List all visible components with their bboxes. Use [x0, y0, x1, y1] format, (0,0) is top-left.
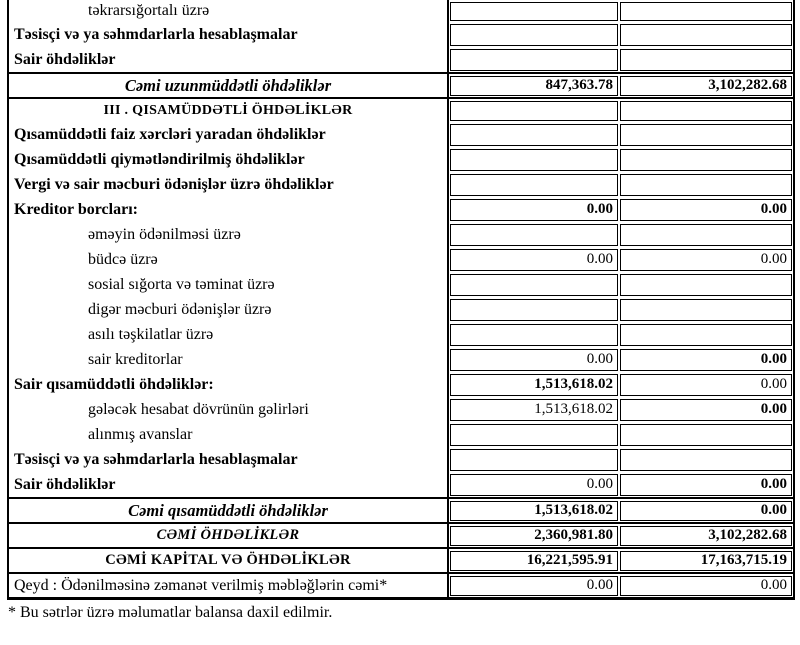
- row-label: alınmış avanslar: [9, 422, 449, 447]
- amount-cell-col1: 1,513,618.02: [450, 501, 618, 521]
- table-row: [9, 497, 793, 522]
- amount-cell-col1: 0.00: [450, 199, 618, 221]
- amount-cell-col2: 3,102,282.68: [620, 526, 792, 546]
- amount-cell-col2: [620, 24, 792, 46]
- amount-cell-col1: 16,221,595.91: [450, 551, 618, 571]
- row-label: Cəmi uzunmüddətli öhdəliklər: [9, 74, 449, 97]
- table-row: [9, 572, 793, 597]
- amount-cell-col1: [450, 324, 618, 346]
- amount-cell-col2: [620, 101, 792, 121]
- amount-cell-col2: 0.00: [620, 474, 792, 496]
- amount-cell-col1: 0.00: [450, 249, 618, 271]
- table-row: [9, 222, 793, 247]
- row-label: CƏMİ ÖHDƏLİKLƏR: [9, 524, 449, 547]
- table-row: [9, 22, 793, 47]
- amount-cell-col1: [450, 101, 618, 121]
- amount-cell-col2: 0.00: [620, 399, 792, 421]
- table-row: [9, 172, 793, 197]
- row-label: CƏMİ KAPİTAL VƏ ÖHDƏLİKLƏR: [9, 549, 449, 572]
- row-label: sair kreditorlar: [9, 347, 449, 372]
- row-label: sosial sığorta və təminat üzrə: [9, 272, 449, 297]
- amount-cell-col2: [620, 2, 792, 21]
- table-row: [9, 322, 793, 347]
- table-row: [9, 47, 793, 72]
- row-label: digər məcburi ödənişlər üzrə: [9, 297, 449, 322]
- row-label: gələcək hesabat dövrünün gəlirləri: [9, 397, 449, 422]
- row-label: əməyin ödənilməsi üzrə: [9, 222, 449, 247]
- amount-cell-col1: [450, 124, 618, 146]
- amount-cell-col1: [450, 274, 618, 296]
- row-label: Təsisçi və ya səhmdarlarla hesablaşmalar: [9, 22, 449, 47]
- row-label: Cəmi qısamüddətli öhdəliklər: [9, 499, 449, 522]
- amount-cell-col1: 2,360,981.80: [450, 526, 618, 546]
- row-label: Sair öhdəliklər: [9, 47, 449, 72]
- amount-cell-col1: [450, 449, 618, 471]
- table-row: [9, 522, 793, 547]
- row-label: təkrarsığortalı üzrə: [9, 0, 449, 22]
- table-row: [9, 0, 793, 22]
- amount-cell-col1: [450, 49, 618, 71]
- table-row: [9, 72, 793, 97]
- amount-cell-col1: 1,513,618.02: [450, 374, 618, 396]
- amount-cell-col2: 0.00: [620, 349, 792, 371]
- table-row: [9, 422, 793, 447]
- table-row: [9, 122, 793, 147]
- row-label: Qısamüddətli faiz xərcləri yaradan öhdəliklər: [9, 122, 449, 147]
- amount-cell-col2: 17,163,715.19: [620, 551, 792, 571]
- row-label: Təsisçi və ya səhmdarlarla hesablaşmalar: [9, 447, 449, 472]
- amount-cell-col2: [620, 49, 792, 71]
- table-row: [9, 272, 793, 297]
- amount-cell-col1: [450, 2, 618, 21]
- table-row: [9, 97, 793, 122]
- table-row: [9, 447, 793, 472]
- amount-cell-col1: 0.00: [450, 474, 618, 496]
- table-row: [9, 372, 793, 397]
- table-row: [9, 197, 793, 222]
- amount-cell-col1: [450, 24, 618, 46]
- table-footnote: * Bu sətrlər üzrə məlumatlar balansa daxil edilmir.: [8, 604, 333, 621]
- row-label: asılı təşkilatlar üzrə: [9, 322, 449, 347]
- amount-cell-col1: [450, 149, 618, 171]
- amount-cell-col2: 0.00: [620, 374, 792, 396]
- row-label: Kreditor borcları:: [9, 197, 449, 222]
- table-row: [9, 297, 793, 322]
- amount-cell-col1: 0.00: [450, 349, 618, 371]
- amount-cell-col2: [620, 274, 792, 296]
- row-label: Vergi və sair məcburi ödənişlər üzrə öhdəliklər: [9, 172, 449, 197]
- row-label: büdcə üzrə: [9, 247, 449, 272]
- row-label: Sair qısamüddətli öhdəliklər:: [9, 372, 449, 397]
- amount-cell-col2: [620, 299, 792, 321]
- amount-cell-col1: 847,363.78: [450, 76, 618, 96]
- amount-cell-col2: [620, 224, 792, 246]
- table-row: [9, 247, 793, 272]
- amount-cell-col1: [450, 224, 618, 246]
- row-label: Qısamüddətli qiymətləndirilmiş öhdəliklər: [9, 147, 449, 172]
- table-row: [9, 347, 793, 372]
- table-row: [9, 472, 793, 497]
- amount-cell-col1: [450, 424, 618, 446]
- amount-cell-col1: 1,513,618.02: [450, 399, 618, 421]
- table-row: [9, 397, 793, 422]
- row-label: III . QISAMÜDDƏTLİ ÖHDƏLİKLƏR: [9, 99, 449, 122]
- amount-cell-col2: 0.00: [620, 199, 792, 221]
- amount-cell-col2: [620, 424, 792, 446]
- amount-cell-col2: [620, 149, 792, 171]
- amount-cell-col2: [620, 449, 792, 471]
- row-label: Sair öhdəliklər: [9, 472, 449, 497]
- amount-cell-col2: 0.00: [620, 249, 792, 271]
- amount-cell-col1: [450, 174, 618, 196]
- amount-cell-col2: [620, 124, 792, 146]
- amount-cell-col2: [620, 174, 792, 196]
- amount-cell-col2: 0.00: [620, 501, 792, 521]
- amount-cell-col1: 0.00: [450, 576, 618, 596]
- table-row: [9, 547, 793, 572]
- table-row: [9, 147, 793, 172]
- amount-cell-col2: [620, 324, 792, 346]
- amount-cell-col1: [450, 299, 618, 321]
- amount-cell-col2: 0.00: [620, 576, 792, 596]
- liabilities-table: [7, 0, 795, 600]
- row-label: Qeyd : Ödənilməsinə zəmanət verilmiş məbləğlərin cəmi*: [9, 574, 449, 597]
- amount-cell-col2: 3,102,282.68: [620, 76, 792, 96]
